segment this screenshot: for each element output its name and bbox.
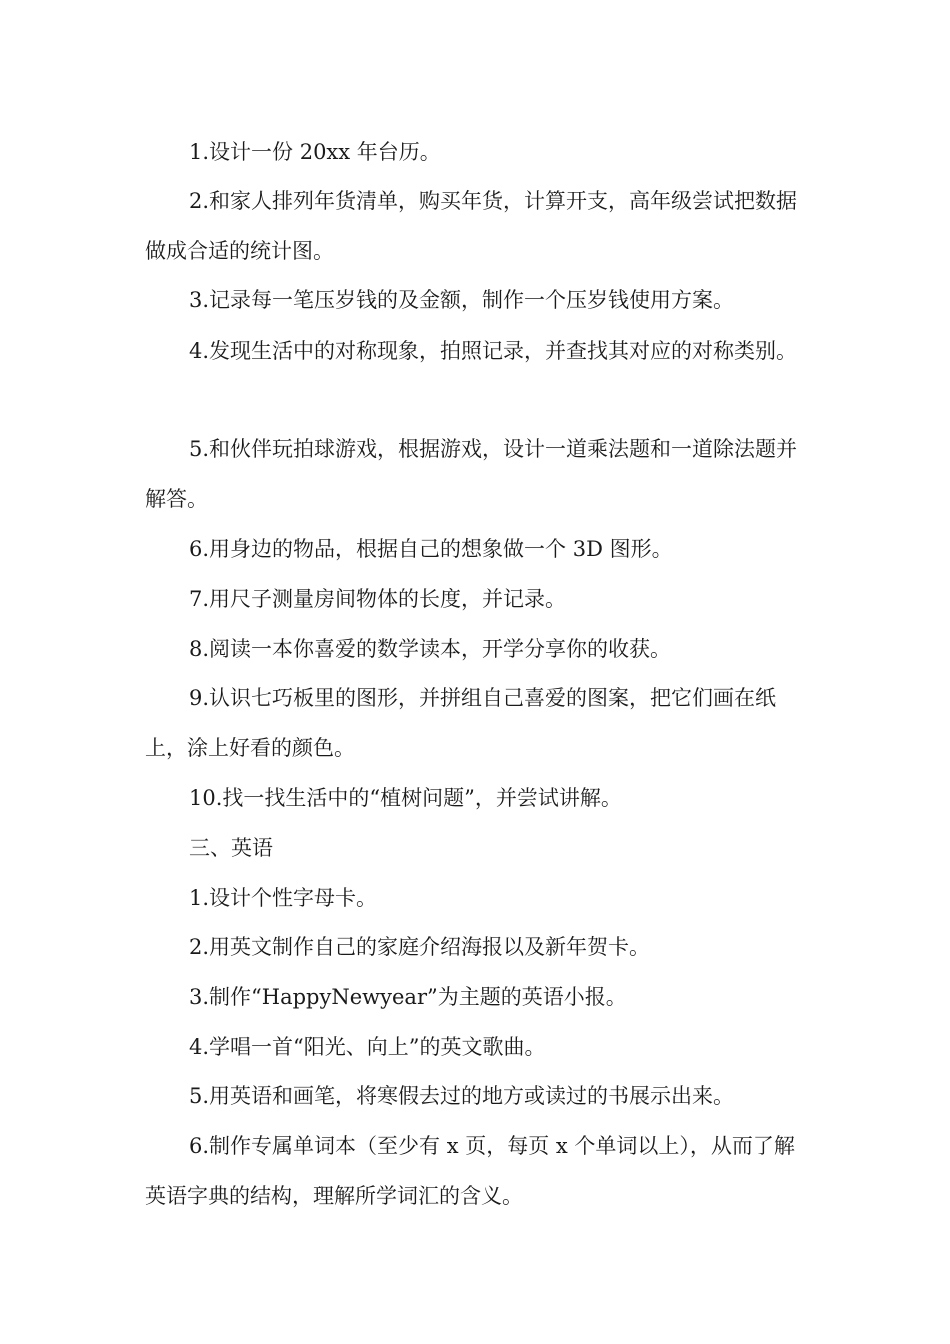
item-english-1: 1.设计个性字母卡。 [189, 886, 378, 910]
item-english-6: 6.制作专属单词本（至少有 x 页，每页 x 个单词以上），从而了解英语字典的结构，理解所学词汇的含义。 [145, 1134, 795, 1208]
item-math-8: 8.阅读一本你喜爱的数学读本，开学分享你的收获。 [189, 637, 672, 661]
item-math-5: 5.和伙伴玩拍球游戏，根据游戏，设计一道乘法题和一道除法题并解答。 [145, 437, 798, 511]
item-math-2: 2.和家人排列年货清单，购买年货，计算开支，高年级尝试把数据做成合适的统计图。 [145, 189, 798, 263]
item-math-4: 4.发现生活中的对称现象，拍照记录，并查找其对应的对称类别。 [189, 339, 798, 363]
item-english-3: 3.制作“HappyNewyear”为主题的英语小报。 [189, 985, 627, 1009]
item-math-3: 3.记录每一笔压岁钱的及金额，制作一个压岁钱使用方案。 [189, 288, 735, 312]
item-math-7: 7.用尺子测量房间物体的长度，并记录。 [189, 587, 567, 611]
item-math-10: 10.找一找生活中的“植树问题”，并尝试讲解。 [189, 786, 622, 810]
item-math-9: 9.认识七巧板里的图形，并拼组自己喜爱的图案，把它们画在纸上，涂上好看的颜色。 [145, 686, 777, 760]
item-english-4: 4.学唱一首“阳光、向上”的英文歌曲。 [189, 1035, 546, 1059]
section-heading-english: 三、英语 [189, 836, 273, 860]
item-math-6: 6.用身边的物品，根据自己的想象做一个 3D 图形。 [189, 537, 673, 561]
item-math-1: 1.设计一份 20xx 年台历。 [189, 140, 441, 164]
item-english-2: 2.用英文制作自己的家庭介绍海报以及新年贺卡。 [189, 935, 651, 959]
item-english-5: 5.用英语和画笔，将寒假去过的地方或读过的书展示出来。 [189, 1084, 735, 1108]
